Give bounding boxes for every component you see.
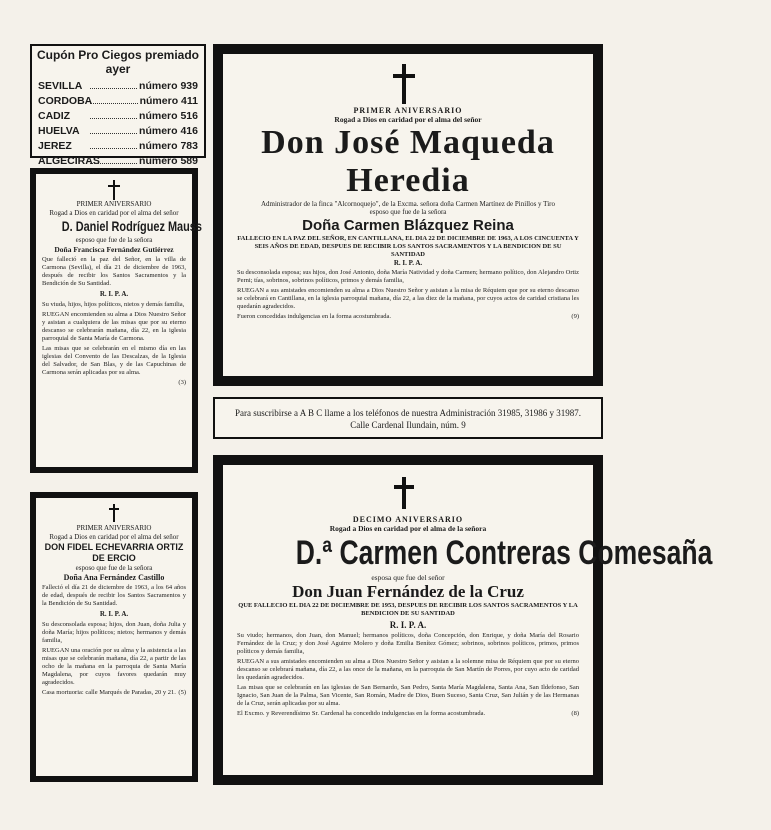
spouse-intro: esposa que fue del señor (371, 573, 445, 582)
lottery-row: JEREZ número 783 (38, 140, 198, 152)
reference-number: (9) (571, 313, 579, 320)
deceased-name: D. Daniel Rodríguez Mauss (61, 218, 202, 234)
reference-number: (5) (178, 689, 186, 696)
spouse-intro: esposo que fue de la señora (75, 564, 153, 572)
prayer-line: Rogad a Dios en caridad por el alma de la señora (329, 524, 487, 533)
rip: R. I. P. A. (99, 610, 129, 618)
anniversary-header: PRIMER ANIVERSARIO (76, 524, 152, 532)
death-notice: QUE FALLECIO EL DIA 22 DE DICIEMBRE DE 1953, DESPUES DE RECIBIR LOS SANTOS SACRAMENTOS Y LA BENDICION DE SU SANTIDAD (238, 602, 578, 617)
family-paragraph: Su viuda, hijos, hijos políticos, nietos y demás familia, (42, 301, 185, 308)
death-paragraph: Que falleció en la paz del Señor, en la villa de Carmona (Sevilla), el día 21 de diciembre de 1963, después de recibir los Santos Sacramentos y la Bendición de Su Santidad. (42, 256, 186, 287)
cross-icon (107, 180, 121, 200)
lottery-results-box (30, 44, 206, 167)
spouse-name: Doña Francisca Fernández Gutiérrez (54, 245, 174, 254)
rip: R. I. P. A. (393, 259, 423, 267)
rip: R. I. P. A. (389, 620, 427, 630)
prayer-line: Rogad a Dios en caridad por el alma del señor (334, 115, 482, 124)
lottery-title: Cupón Pro Ciegos premiado ayer (36, 48, 199, 76)
prayer-line: Rogad a Dios en caridad por el alma del señor (49, 533, 179, 541)
family-paragraph: Su viudo; hermanos, don Juan, don Manuel; hermanos políticos, doña Concepción, don Enrique, y doña María del Rosario Fernández de la Cruz; y don José Aguirre Molero y doña Emilia Benítez Gómez; sobrinos, sobrinos políticos, primos, primos políticos y demás familia, (237, 632, 579, 655)
anniversary-header: PRIMER ANIVERSARIO (76, 200, 152, 208)
subscription-text: Para suscribirse a A B C llame a los teléfonos de nuestra Administración 31985, 31986 y 31987. Calle Cardenal Ilundain, núm. 9 (235, 408, 581, 430)
prayer-line: Rogad a Dios en caridad por el alma del señor (49, 209, 179, 217)
death-paragraph: Falleció el día 21 de diciembre de 1963, a los 64 años de edad, después de recibir los Santos Sacramentos y la Bendición de Su Santidad. (42, 584, 186, 607)
deceased-name: D.ª Carmen Contreras Comesaña (295, 534, 713, 572)
obituary-contreras (213, 455, 713, 785)
anniversary-header: DECIMO ANIVERSARIO (352, 515, 464, 524)
spouse-name: Doña Ana Fernández Castillo (63, 573, 165, 582)
ruegan-paragraph: RUEGAN a sus amistades encomienden su alma a Dios Nuestro Señor y asistan a la solemne misa de Réquiem que por su eterno descanso se celebrará mañana, día 22, a las once de la mañana, en la parroquia de San Martín de Porres, por cuyo acto de caridad les quedarán agradecidos. (237, 658, 579, 681)
masses-paragraph: Las misas que se celebrarán en las iglesias de San Bernardo, San Pedro, Santa María Magdalena, Santa Ana, San Ildefonso, San Ignacio, San Juan de la Palma, San Vicente, San Román, Madre de Dios, Buen Suceso, Santa Cruz, San Julián y de las Hermanas de la Cruz, serán aplicadas por su alma. (237, 684, 579, 707)
lottery-row: CADIZ número 516 (38, 110, 198, 122)
address-line: Casa mortuoria: calle Marqués de Paradas, 20 y 21. (42, 689, 176, 696)
lottery-row: HUELVA número 416 (38, 125, 198, 137)
spouse-name: Doña Carmen Blázquez Reina (302, 217, 514, 234)
rip: R. I. P. A. (99, 290, 129, 298)
cross-icon (108, 504, 120, 522)
lottery-row: ALGECIRAS número 589 (38, 155, 198, 167)
deceased-name: DON FIDEL ECHEVARRIA ORTIZ (44, 542, 184, 552)
indulgences-line: El Excmo. y Reverendísimo Sr. Cardenal ha concedido indulgencias en la forma acostumbrada. (237, 710, 486, 717)
spouse-name: Don Juan Fernández de la Cruz (292, 582, 524, 601)
obituary-echevarria (30, 492, 198, 782)
spouse-intro: esposo que fue de la señora (369, 208, 447, 216)
cross-icon (391, 64, 417, 104)
deceased-name: Don José Maqueda (261, 124, 555, 161)
spouse-intro: esposo que fue de la señora (75, 236, 153, 244)
ruegan-paragraph: RUEGAN una oración por su alma y la asistencia a las misas que se celebrarán mañana, día 22, a partir de las ocho de la mañana en la parroquia de Santa María Magdalena, por cuyos favores quedarán muy agradecidos. (42, 647, 186, 686)
lottery-row: SEVILLA número 939 (38, 80, 198, 92)
reference-number: (8) (571, 710, 579, 717)
subscription-notice (213, 397, 603, 439)
deceased-name-2: DE ERCIO (92, 553, 136, 563)
death-notice: FALLECIO EN LA PAZ DEL SEÑOR, EN CANTILLANA, EL DIA 22 DE DICIEMBRE DE 1963, A LOS CINCUENTA Y SEIS AÑOS DE EDAD, DESPUES DE RECIBIR LOS SANTOS SACRAMENTOS Y LA BENDICION DE SU SANTIDAD (237, 235, 579, 258)
ruegan-paragraph: RUEGAN a sus amistades encomienden su alma a Dios Nuestro Señor y asistan a la misa de Réquiem que por su eterno descanso se celebrará en Cantillana, en la iglesia parroquial mañana, día 22, a las diez de la mañana, por cuyos actos de caridad cristiana les quedarán agradecidos. (237, 287, 579, 310)
lottery-row: CORDOBA número 411 (38, 95, 198, 107)
family-paragraph: Su desconsolada esposa; hijos, don Juan, doña Julia y doña María; hijos políticos; nietos; hermanos y demás familia, (42, 621, 186, 644)
masses-paragraph: Las misas que se celebrarán en el mismo día en las iglesias del Convento de las Descalzas, de la Iglesia del Salvador, de San Blas, y de las Capuchinas de Carmona serán aplicadas por su alma. (42, 345, 186, 376)
ruegan-paragraph: RUEGAN encomienden su alma a Dios Nuestro Señor y asistan a cualquiera de las misas que por su eterno descanso se celebrarán mañana, día 22, en la iglesia parroquial de Santa María de Carmona. (42, 311, 186, 342)
reference-number: (3) (178, 379, 186, 386)
anniversary-header: PRIMER ANIVERSARIO (353, 106, 463, 115)
obituary-maqueda (213, 44, 603, 386)
indulgences-line: Fueron concedidas indulgencias en la forma acostumbrada. (237, 313, 391, 320)
deceased-surname: Heredia (346, 162, 470, 199)
family-paragraph: Su desconsolada esposa; sus hijos, don José Antonio, doña María Natividad y doña Carmen; hermano político, don Alejandro Ortiz Perni; tías, sobrinos, sobrinos políticos, primos y demás familia, (237, 269, 579, 284)
deceased-role: Administrador de la finca "Alcornoquejo", de la Excma. señora doña Carmen Martínez de Pinillos y Tiro (260, 200, 555, 208)
obituary-rodriguez (30, 168, 202, 473)
cross-icon (393, 477, 415, 509)
